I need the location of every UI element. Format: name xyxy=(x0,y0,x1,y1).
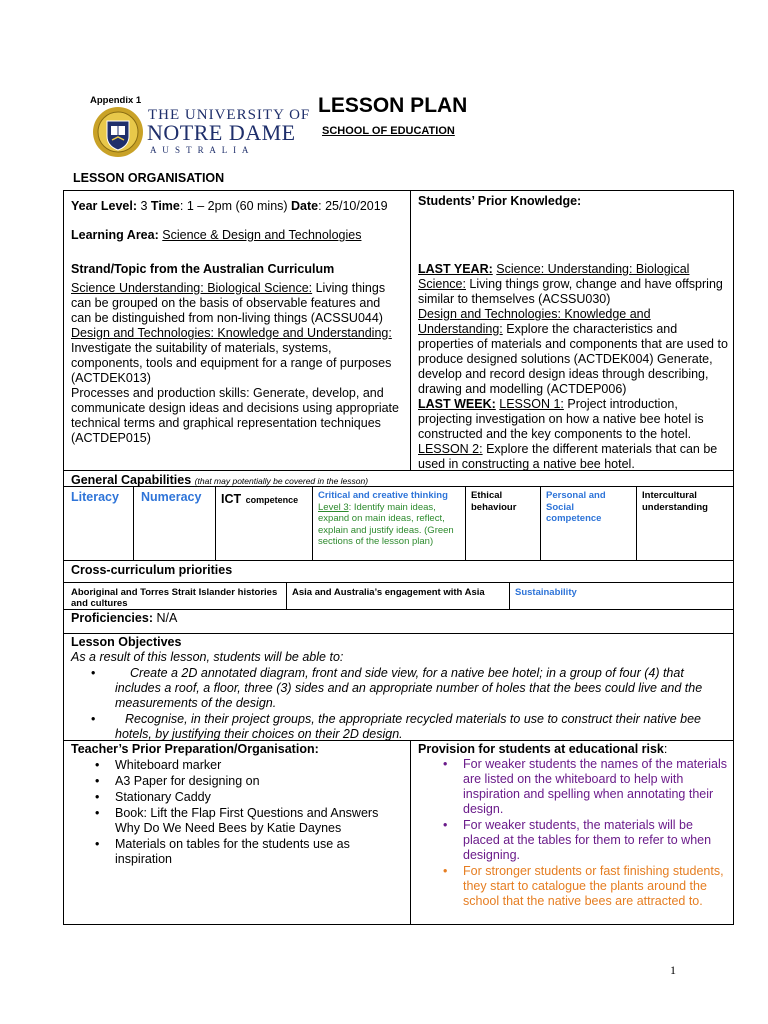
cross-heading: Cross-curriculum priorities xyxy=(71,563,233,577)
objectives-list xyxy=(71,666,723,742)
strand-heading: Strand/Topic from the Australian Curriculum xyxy=(71,262,335,276)
appendix-label: Appendix 1 xyxy=(90,95,142,106)
table-border xyxy=(733,190,734,925)
table-border xyxy=(63,190,733,191)
table-border xyxy=(63,924,733,925)
cap-ict: ICT competence xyxy=(221,492,299,506)
page-number: 1 xyxy=(670,963,676,977)
prior-knowledge-content: LAST YEAR: Science: Understanding: Biological Science: Living things grow, change and have offspring similar to themselves (ACSSU030) Design and Technologies: Knowledge and Understanding: Explore the characteristics and properties of materials and components that are used to produce designed solutions (ACTDEK004) Generate, develop and record design ideas through describing, drawing and modelling (ACTDEP006) LAST WEEK: LESSON 1: Project introduction, projecting investigation on how a native bee hotel is constructed and the key components to the hotel. LESSON 2: Explore the different materials that can be used in constructing a native bee hotel. xyxy=(418,262,728,471)
objectives-intro: As a result of this lesson, students will be able to: xyxy=(71,650,344,664)
year-time-date: Year Level: 3 Time: 1 – 2pm (60 mins) Date: 25/10/2019 xyxy=(71,199,388,213)
list-item: • Materials on tables for the students use as inspiration xyxy=(71,837,365,867)
risk-heading: Provision for students at educational risk: xyxy=(418,742,668,756)
cap-ethical: Ethical behaviour xyxy=(471,490,517,513)
table-border xyxy=(63,190,64,925)
university-name-line1: THE UNIVERSITY OF xyxy=(148,107,311,123)
cap-literacy: Literacy xyxy=(71,490,119,504)
table-divider xyxy=(312,486,313,560)
cross-aboriginal: Aboriginal and Torres Strait Islander histories and cultures xyxy=(71,587,278,609)
list-item: • A3 Paper for designing on xyxy=(71,774,406,789)
table-divider xyxy=(286,582,287,609)
table-divider xyxy=(509,582,510,609)
university-name-line2: NOTRE DAME xyxy=(147,120,296,145)
prior-knowledge-heading: Students’ Prior Knowledge: xyxy=(418,194,582,208)
cap-personal-social: Personal and Social competence xyxy=(546,490,606,524)
table-divider xyxy=(215,486,216,560)
learning-area: Learning Area: Science & Design and Technologies xyxy=(71,228,362,242)
capabilities-heading: General Capabilities (that may potentially be covered in the lesson) xyxy=(71,473,369,487)
table-divider xyxy=(63,560,733,561)
table-divider xyxy=(63,609,733,610)
university-crest-icon xyxy=(92,106,144,158)
page-title: LESSON PLAN xyxy=(318,94,468,117)
table-divider xyxy=(63,582,733,583)
proficiencies: Proficiencies: N/A xyxy=(71,611,178,625)
list-item: • Recognise, in their project groups, the appropriate recycled materials to use to construct their native bee hotels, by justifying their choices on their 2D design. xyxy=(91,712,702,741)
list-item: • Book: Lift the Flap First Questions and Answers Why Do We Need Bees by Katie Daynes xyxy=(71,806,385,836)
strand-content: Science Understanding: Biological Science: Living things can be grouped on the basis of observable features and can be distinguished from non-living things (ACSSU044) Design and Technologies: Knowledge and Understanding: Investigate the suitability of materials, systems, components, tools and equipment for a range of purposes (ACTDEK013) Processes and production skills: Generate, develop, and communicate design ideas and decisions using appropriate technical terms and graphical representation techniques (ACTDEP015) xyxy=(71,281,399,445)
list-item: • For stronger students or fast finishing students, they start to catalogue the plants around the school that the native bees are attracted to. xyxy=(413,864,729,909)
table-divider xyxy=(410,740,411,924)
cross-sustainability: Sustainability xyxy=(515,587,577,598)
list-item: • Create a 2D annotated diagram, front and side view, for a native bee hotel; in a group of four (4) that includes a roof, a floor, three (3) sides and an appropriate number of holes that the bees could live and the measurements of the design. xyxy=(91,666,703,710)
table-divider xyxy=(410,190,411,470)
page-subtitle: SCHOOL OF EDUCATION xyxy=(322,125,455,137)
preparation-heading: Teacher’s Prior Preparation/Organisation: xyxy=(71,742,319,756)
objectives-heading: Lesson Objectives xyxy=(71,635,182,649)
section-title: LESSON ORGANISATION xyxy=(73,171,225,185)
university-name-line3: A U S T R A L I A xyxy=(150,145,251,155)
cross-asia: Asia and Australia’s engagement with Asia xyxy=(292,587,485,598)
table-divider xyxy=(133,486,134,560)
preparation-list xyxy=(71,758,406,867)
table-divider xyxy=(540,486,541,560)
list-item: • For weaker students the names of the materials are listed on the whiteboard to help with inspiration and spelling when annotating their design. xyxy=(413,757,729,817)
table-divider xyxy=(465,486,466,560)
risk-list xyxy=(413,757,729,909)
list-item: • Whiteboard marker xyxy=(71,758,406,773)
list-item: • Stationary Caddy xyxy=(71,790,406,805)
table-divider xyxy=(63,633,733,634)
list-item: • For weaker students, the materials will be placed at the tables for them to refer to when designing. xyxy=(413,818,729,863)
cap-critical-thinking: Critical and creative thinking Level 3: Identify main ideas, expand on main ideas, reflect, explain and justify ideas. (Green sections of the lesson plan) xyxy=(318,490,454,547)
cap-intercultural: Intercultural understanding xyxy=(642,490,708,513)
cap-numeracy: Numeracy xyxy=(141,490,202,504)
table-divider xyxy=(636,486,637,560)
